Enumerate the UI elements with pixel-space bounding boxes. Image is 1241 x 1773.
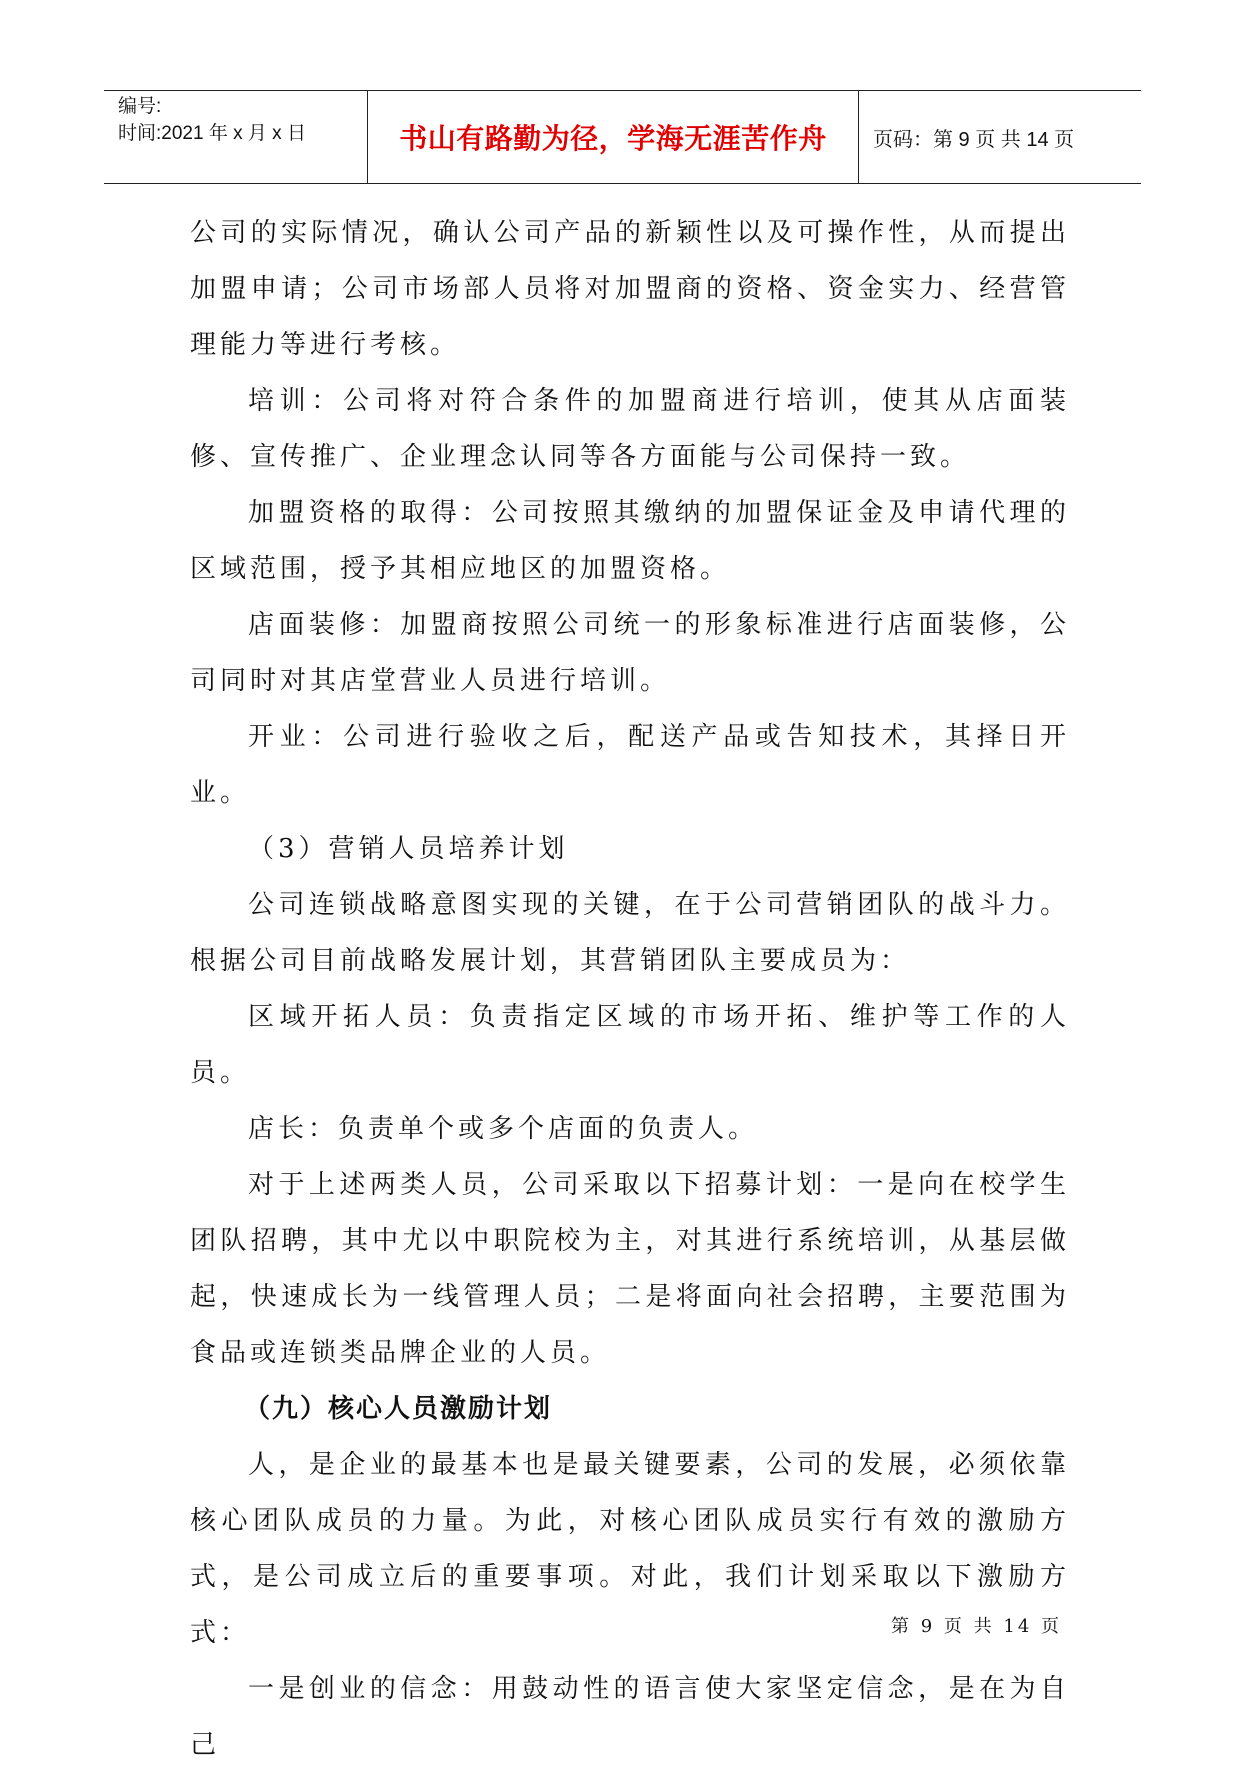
paragraph: 公司连锁战略意图实现的关键，在于公司营销团队的战斗力。根据公司目前战略发展计划，其营销团队主要成员为： (190, 890, 1070, 976)
header-motto: 书山有路勤为径，学海无涯苦作舟 (368, 91, 859, 183)
paragraph: 店面装修：加盟商按照公司统一的形象标准进行店面装修，公司同时对其店堂营业人员进行培训。 (190, 610, 1070, 696)
paragraph: 培训：公司将对符合条件的加盟商进行培训，使其从店面装修、宣传推广、企业理念认同等各方面能与公司保持一致。 (190, 386, 1070, 472)
page-footer: 第 9 页 共 14 页 (891, 1616, 1062, 1637)
paragraph: 开业：公司进行验收之后，配送产品或告知技术，其择日开业。 (190, 722, 1070, 808)
document-body (190, 205, 1070, 1773)
section-heading: （九）核心人员激励计划 (244, 1394, 553, 1424)
paragraph: 店长：负责单个或多个店面的负责人。 (248, 1114, 759, 1144)
paragraph: 区域开拓人员：负责指定区域的市场开拓、维护等工作的人员。 (190, 1002, 1070, 1088)
paragraph: 加盟资格的取得：公司按照其缴纳的加盟保证金及申请代理的区域范围，授予其相应地区的加盟资格。 (190, 498, 1070, 584)
header-page-code: 页码：第 9 页 共 14 页 (873, 128, 1075, 151)
paragraph: 公司的实际情况，确认公司产品的新颖性以及可操作性，从而提出加盟申请；公司市场部人员将对加盟商的资格、资金实力、经营管理能力等进行考核。 (190, 218, 1070, 360)
paragraph: 一是创业的信念：用鼓动性的语言使大家坚定信念，是在为自己 (190, 1674, 1070, 1760)
document-number-label: 编号: (118, 96, 162, 117)
subsection-title: （3）营销人员培养计划 (248, 834, 569, 864)
paragraph: 对于上述两类人员，公司采取以下招募计划：一是向在校学生团队招聘，其中尤以中职院校为主，对其进行系统培训，从基层做起，快速成长为一线管理人员；二是将面向社会招聘，主要范围为食品或连锁类品牌企业的人员。 (190, 1170, 1070, 1368)
header-meta (104, 91, 368, 183)
page-header (104, 90, 1141, 184)
paragraph: 人，是企业的最基本也是最关键要素，公司的发展，必须依靠核心团队成员的力量。为此，对核心团队成员实行有效的激励方式，是公司成立后的重要事项。对此，我们计划采取以下激励方式： (190, 1450, 1070, 1648)
document-time-label: 时间:2021 年 x 月 x 日 (118, 123, 306, 144)
